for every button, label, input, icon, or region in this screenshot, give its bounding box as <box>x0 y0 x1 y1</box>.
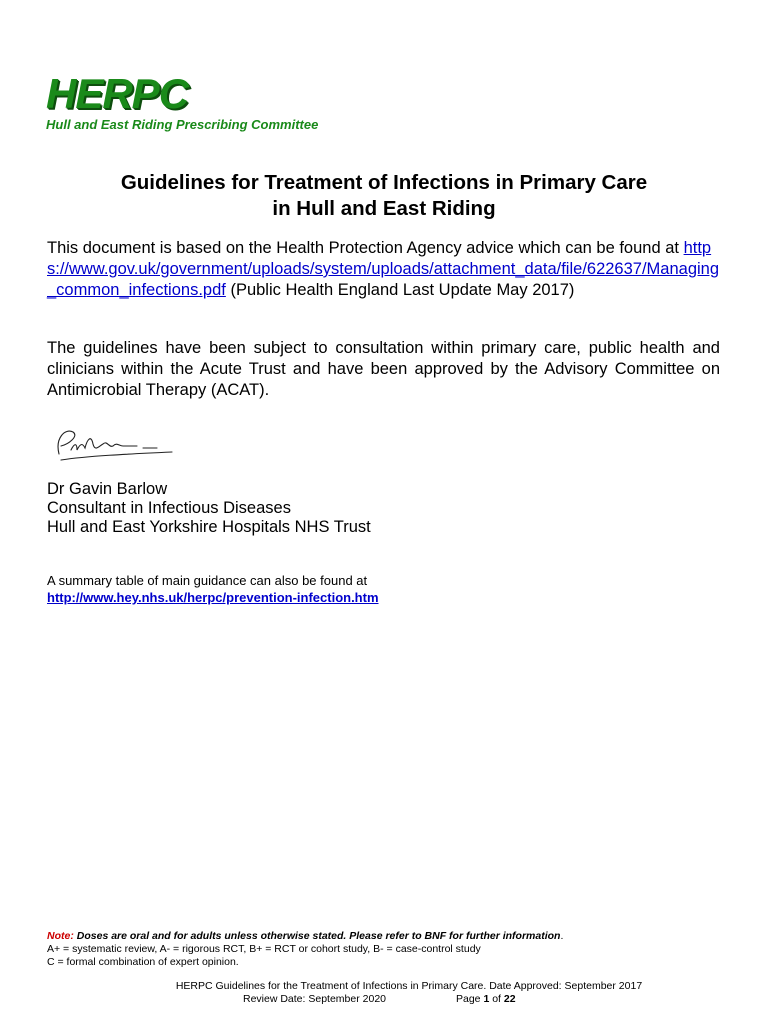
logo-subtitle: Hull and East Riding Prescribing Committee <box>46 117 319 132</box>
evidence-key-line-1: A+ = systematic review, A- = rigorous RCT, B+ = RCT or cohort study, B- = case-control study <box>47 943 481 955</box>
page-of: of <box>489 993 504 1005</box>
page-number: 1 <box>483 993 490 1005</box>
page-total: 22 <box>503 993 516 1005</box>
herpc-logo <box>46 72 386 132</box>
footer-review-date: Review Date: September 2020 <box>243 993 386 1005</box>
page-prefix: Page <box>456 993 484 1005</box>
title-line-2: in Hull and East Riding <box>272 197 496 220</box>
intro-text: This document is based on the Health Protection Agency advice which can be found at <box>47 239 679 257</box>
logo-wordmark: HERPC <box>46 70 189 117</box>
signatory-organisation: Hull and East Yorkshire Hospitals NHS Trust <box>47 518 371 536</box>
summary-block <box>47 572 379 606</box>
note-block <box>47 930 727 969</box>
page-footer <box>0 980 768 1006</box>
note-label: Note: <box>47 930 74 942</box>
note-period: . <box>560 930 564 942</box>
signatory-block <box>47 480 371 537</box>
document-title <box>0 170 768 222</box>
summary-text: A summary table of main guidance can also be found at <box>47 573 368 588</box>
signatory-name: Dr Gavin Barlow <box>47 480 168 498</box>
signatory-role: Consultant in Infectious Diseases <box>47 499 291 517</box>
note-message: Doses are oral and for adults unless otherwise stated. Please refer to BNF for further information <box>76 930 561 942</box>
footer-page-indicator <box>456 993 516 1006</box>
phe-guidance-link[interactable]: https://www.gov.uk/government/uploads/system/uploads/attachment_data/file/622637/Managing_common_infections.pdf <box>47 239 720 299</box>
intro-paragraph <box>47 238 720 301</box>
signature-image <box>47 420 177 470</box>
consultation-paragraph: The guidelines have been subject to consultation within primary care, public health and clinicians within the Acute Trust and have been approved by the Advisory Committee on Antimicrobial Therapy (ACAT). <box>47 339 720 399</box>
evidence-key-line-2: C = formal combination of expert opinion. <box>47 956 239 968</box>
footer-title: HERPC Guidelines for the Treatment of Infections in Primary Care. Date Approved: September 2017 <box>175 980 643 992</box>
summary-table-link[interactable]: http://www.hey.nhs.uk/herpc/prevention-infection.htm <box>47 590 379 605</box>
title-line-1: Guidelines for Treatment of Infections in Primary Care <box>120 171 648 194</box>
intro-after-link: (Public Health England Last Update May 2017) <box>225 281 575 299</box>
